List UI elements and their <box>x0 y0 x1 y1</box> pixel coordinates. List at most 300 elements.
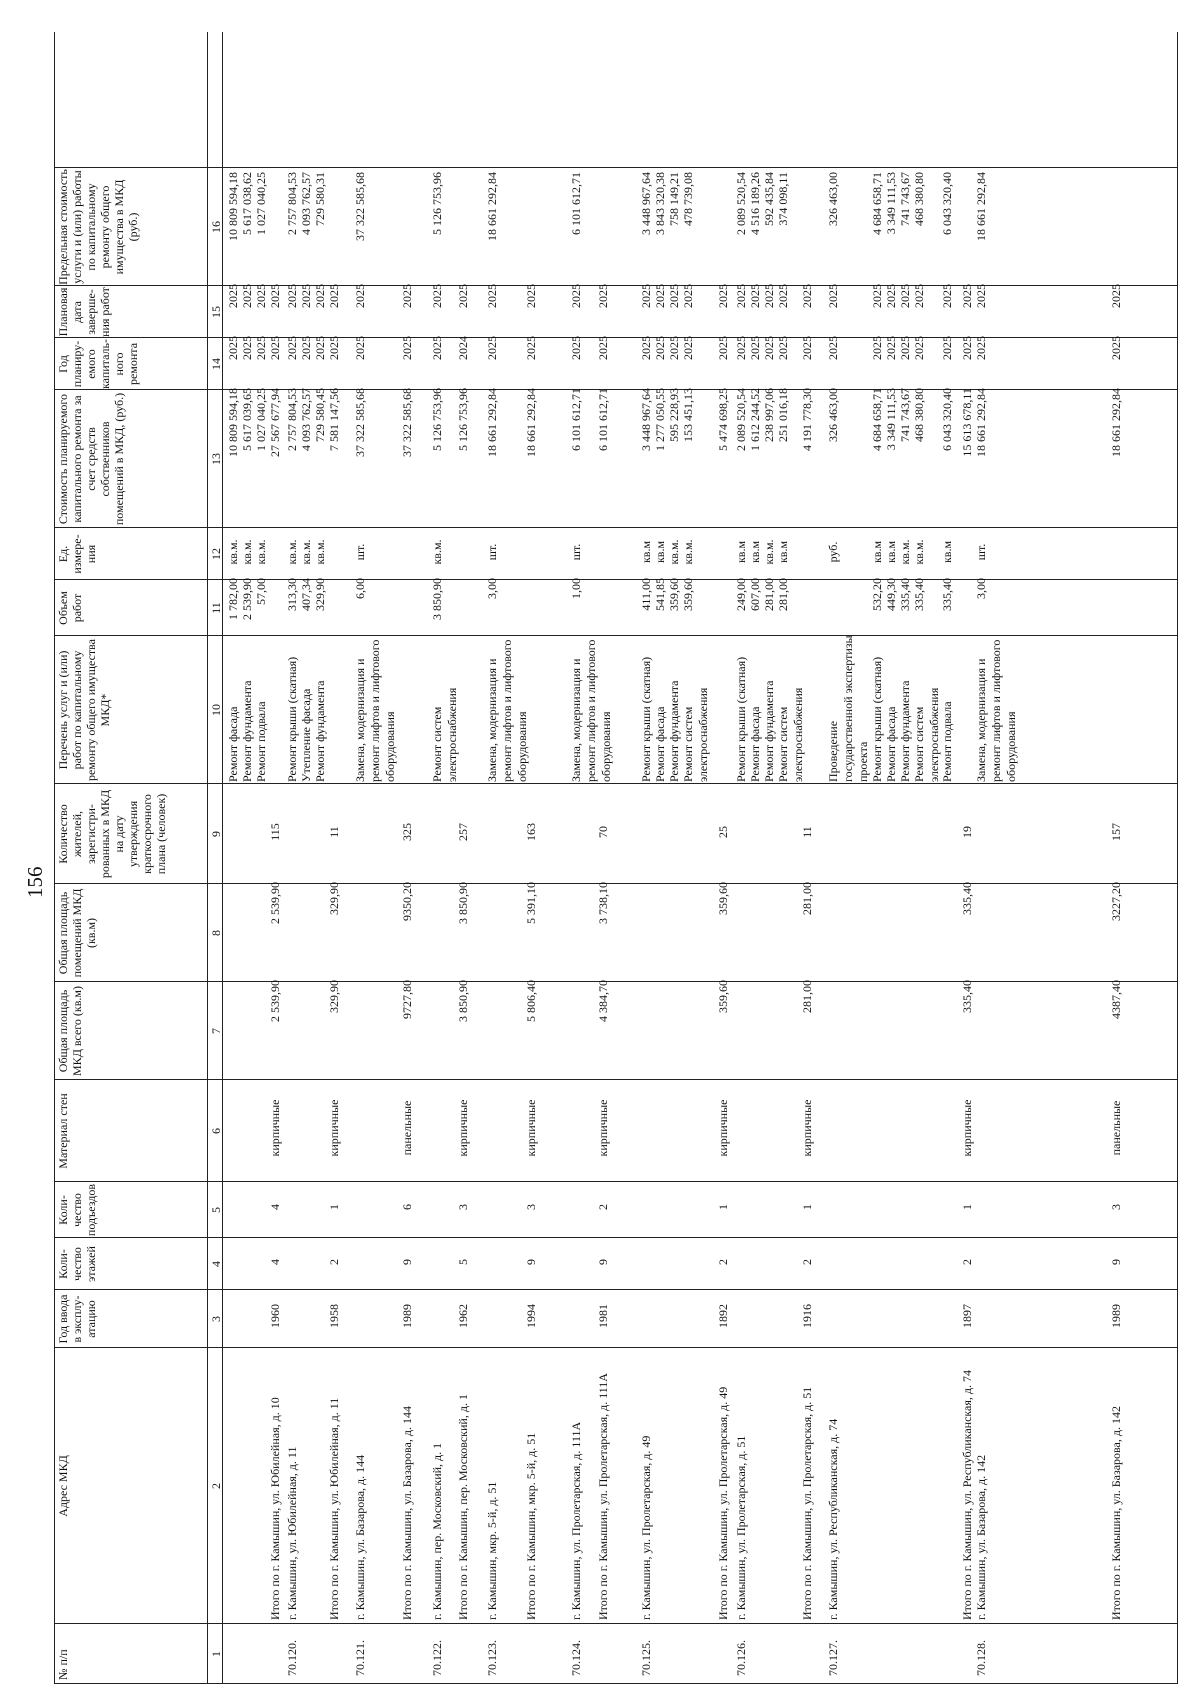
column-header: Стоимость планируемого капитального ремонта за счет средств собственников помещений в МКД, (руб.) <box>56 392 126 526</box>
cell-col-12: кв.м. <box>226 539 240 565</box>
column-header: Коли-чество подъездов <box>56 1183 98 1237</box>
cell-col-12: кв.м. <box>898 539 912 565</box>
cell-col-14: 2025 <box>800 336 814 360</box>
cell-col-15: 2025 <box>327 284 341 308</box>
cell-col-7: 4 384,70 <box>596 980 610 1022</box>
cell-col-13: 27 567 677,94 <box>268 388 282 457</box>
cell-col-11: 359,60 <box>681 578 695 611</box>
cell-col-14: 2025 <box>430 336 444 360</box>
cell-col-4: 2 <box>327 1259 341 1265</box>
cell-col-3: 1916 <box>800 1304 814 1328</box>
cell-col-10: Ремонт подвала <box>940 701 954 782</box>
cell-col-6: кирпичные <box>800 1099 814 1157</box>
cell-col-10: Ремонт фасада <box>884 706 898 782</box>
cell-col-15: 2025 <box>639 284 653 308</box>
cell-col-13: 6 043 320,40 <box>940 388 954 451</box>
cell-col-15: 2025 <box>734 284 748 308</box>
cell-col-16: 326 463,00 <box>826 172 840 226</box>
cell-col-14: 2025 <box>826 336 840 360</box>
cell-col-3: 1962 <box>456 1304 470 1328</box>
cell-col-12: кв.м. <box>430 539 444 565</box>
cell-col-14: 2025 <box>912 336 926 360</box>
cell-col-12: кв.м <box>940 540 954 564</box>
cell-col-9: 19 <box>960 826 974 838</box>
cell-col-10: Ремонт подвала <box>254 701 268 782</box>
cell-col-14: 2024 <box>456 336 470 360</box>
cell-col-7: 359,60 <box>716 980 730 1013</box>
cell-col-15: 2025 <box>762 284 776 308</box>
cell-col-11: 1 782,00 <box>226 578 240 620</box>
column-number: 6 <box>209 1128 223 1134</box>
column-header: Год ввода в эксплу-атацию <box>56 1294 98 1344</box>
cell-col-10: Ремонт систем электроснабжения <box>776 687 805 782</box>
cell-col-12: кв.м. <box>285 539 299 565</box>
cell-col-15: 2025 <box>299 284 313 308</box>
cell-col-15: 2025 <box>653 284 667 308</box>
cell-col-4: 9 <box>1109 1259 1123 1265</box>
cell-col-13: 10 809 594,18 <box>226 388 240 457</box>
cell-col-16: 468 380,80 <box>912 172 926 226</box>
cell-col-16: 37 322 585,68 <box>353 172 367 241</box>
cell-col-6: кирпичные <box>596 1099 610 1157</box>
column-header: Общая площадь МКД всего (кв.м) <box>56 986 84 1076</box>
cell-col-14: 2025 <box>1109 336 1123 360</box>
cell-col-11: 335,40 <box>898 578 912 611</box>
grid-line-horizontal <box>1177 32 1178 1684</box>
cell-col-6: кирпичные <box>268 1099 282 1157</box>
cell-col-13: 18 661 292,84 <box>524 388 538 457</box>
cell-col-2: Итого по г. Камышин, ул. Пролетарская, д. 51 <box>800 1386 814 1620</box>
cell-col-11: 313,30 <box>285 578 299 611</box>
cell-col-3: 1981 <box>596 1304 610 1328</box>
cell-col-16: 2 089 520,54 <box>734 172 748 235</box>
cell-col-5: 3 <box>1109 1204 1123 1210</box>
cell-col-14: 2025 <box>240 336 254 360</box>
cell-col-15: 2025 <box>240 284 254 308</box>
cell-col-15: 2025 <box>716 284 730 308</box>
cell-col-3: 1960 <box>268 1304 282 1328</box>
cell-col-5: 4 <box>268 1204 282 1210</box>
cell-col-16: 10 809 594,18 <box>226 172 240 241</box>
cell-col-15: 2025 <box>940 284 954 308</box>
cell-col-10: Ремонт систем электроснабжения <box>430 687 459 782</box>
cell-col-3: 1897 <box>960 1304 974 1328</box>
rotated-page <box>23 32 1177 1684</box>
cell-col-1: 70.120. <box>285 1640 299 1676</box>
cell-col-2: г. Камышин, ул. Пролетарская, д. 49 <box>639 1435 653 1620</box>
cell-col-9: 257 <box>456 823 470 841</box>
cell-col-13: 18 661 292,84 <box>974 388 988 457</box>
cell-col-4: 9 <box>400 1259 414 1265</box>
cell-col-10: Замена, модернизация и ремонт лифтов и лифтового оборудования <box>353 639 397 782</box>
cell-col-10: Замена, модернизация и ремонт лифтов и лифтового оборудования <box>974 639 1018 782</box>
cell-col-13: 6 101 612,71 <box>596 388 610 451</box>
cell-col-15: 2025 <box>353 284 367 308</box>
column-number: 2 <box>209 1483 223 1489</box>
cell-col-7: 2 539,90 <box>268 980 282 1022</box>
cell-col-13: 15 613 678,11 <box>960 388 974 457</box>
cell-col-8: 3 850,90 <box>456 882 470 924</box>
cell-col-16: 3 843 320,38 <box>653 172 667 235</box>
cell-col-13: 468 380,80 <box>912 388 926 442</box>
column-number: 1 <box>209 1651 223 1657</box>
cell-col-6: кирпичные <box>456 1099 470 1157</box>
cell-col-2: Итого по г. Камышин, ул. Базарова, д. 142 <box>1109 1406 1123 1620</box>
cell-col-13: 5 617 039,65 <box>240 388 254 451</box>
cell-col-16: 4 516 189,26 <box>748 172 762 235</box>
cell-col-2: г. Камышин, пер. Московский, д. 1 <box>430 1442 444 1620</box>
cell-col-14: 2025 <box>870 336 884 360</box>
column-header: Год планиру-емого капиталь-ного ремонта <box>56 339 140 389</box>
cell-col-15: 2025 <box>776 284 790 308</box>
cell-col-2: Итого по г. Камышин, ул. Республиканская, д. 74 <box>960 1369 974 1620</box>
cell-col-12: кв.м <box>776 540 790 564</box>
column-number: 15 <box>209 306 223 318</box>
cell-col-15: 2025 <box>226 284 240 308</box>
cell-col-16: 2 757 804,53 <box>285 172 299 235</box>
cell-col-12: кв.м. <box>313 539 327 565</box>
cell-col-2: Итого по г. Камышин, ул. Юбилейная, д. 10 <box>268 1397 282 1620</box>
cell-col-5: 3 <box>524 1204 538 1210</box>
cell-col-13: 2 089 520,54 <box>734 388 748 451</box>
cell-col-3: 1892 <box>716 1304 730 1328</box>
cell-col-15: 2025 <box>596 284 610 308</box>
column-number: 11 <box>209 602 223 614</box>
cell-col-10: Замена, модернизация и ремонт лифтов и лифтового оборудования <box>569 639 613 782</box>
cell-col-14: 2025 <box>884 336 898 360</box>
column-number: 4 <box>209 1261 223 1267</box>
cell-col-12: шт. <box>353 543 367 561</box>
cell-col-16: 5 126 753,96 <box>430 172 444 235</box>
cell-col-15: 2025 <box>826 284 840 308</box>
cell-col-5: 1 <box>800 1204 814 1210</box>
cell-col-12: кв.м. <box>762 539 776 565</box>
cell-col-1: 70.126. <box>734 1640 748 1676</box>
cell-col-14: 2025 <box>285 336 299 360</box>
cell-col-16: 18 661 292,84 <box>485 172 499 241</box>
cell-col-16: 6 101 612,71 <box>569 172 583 235</box>
cell-col-4: 9 <box>596 1259 610 1265</box>
cell-col-14: 2025 <box>639 336 653 360</box>
cell-col-10: Проведение государственной экспертизы проекта <box>826 635 870 782</box>
cell-col-9: 25 <box>716 826 730 838</box>
cell-col-13: 37 322 585,68 <box>353 388 367 457</box>
cell-col-10: Ремонт фасада <box>226 706 240 782</box>
cell-col-2: г. Камышин, мкр. 5-й, д. 51 <box>485 1481 499 1620</box>
cell-col-16: 592 435,84 <box>762 172 776 226</box>
cell-col-8: 329,90 <box>327 882 341 915</box>
cell-col-15: 2025 <box>884 284 898 308</box>
cell-col-9: 11 <box>800 826 814 838</box>
cell-col-14: 2025 <box>226 336 240 360</box>
cell-col-14: 2025 <box>299 336 313 360</box>
cell-col-14: 2025 <box>327 336 341 360</box>
cell-col-13: 251 016,18 <box>776 388 790 442</box>
column-header: Количество жителей, зарегистри-рованных в МКД на дату утверждения краткосрочного плана (человек) <box>56 789 168 879</box>
cell-col-11: 359,60 <box>667 578 681 611</box>
cell-col-2: Итого по г. Камышин, ул. Пролетарская, д. 111А <box>596 1373 610 1620</box>
cell-col-10: Ремонт систем электроснабжения <box>912 687 941 782</box>
cell-col-14: 2025 <box>400 336 414 360</box>
cell-col-13: 1 277 050,55 <box>653 388 667 451</box>
cell-col-15: 2025 <box>254 284 268 308</box>
cell-col-10: Ремонт фундамента <box>667 680 681 782</box>
grid-line-horizontal <box>54 32 55 1684</box>
cell-col-12: кв.м <box>734 540 748 564</box>
cell-col-12: кв.м <box>870 540 884 564</box>
cell-col-14: 2025 <box>974 336 988 360</box>
cell-col-11: 249,00 <box>734 578 748 611</box>
cell-col-16: 729 580,31 <box>313 172 327 226</box>
cell-col-14: 2025 <box>667 336 681 360</box>
cell-col-2: г. Камышин, ул. Пролетарская, д. 111А <box>569 1421 583 1620</box>
cell-col-2: г. Камышин, ул. Базарова, д. 142 <box>974 1454 988 1620</box>
cell-col-15: 2025 <box>569 284 583 308</box>
cell-col-5: 2 <box>596 1204 610 1210</box>
cell-col-11: 2 539,90 <box>240 578 254 620</box>
page-number: 156 <box>23 866 47 898</box>
cell-col-4: 9 <box>524 1259 538 1265</box>
cell-col-14: 2025 <box>313 336 327 360</box>
cell-col-7: 281,00 <box>800 980 814 1013</box>
cell-col-7: 329,90 <box>327 980 341 1013</box>
cell-col-16: 741 743,67 <box>898 172 912 226</box>
cell-col-15: 2025 <box>313 284 327 308</box>
cell-col-14: 2025 <box>776 336 790 360</box>
column-number: 7 <box>209 1028 223 1034</box>
cell-col-9: 163 <box>524 823 538 841</box>
cell-col-14: 2025 <box>762 336 776 360</box>
cell-col-16: 3 349 111,53 <box>884 172 898 235</box>
cell-col-15: 2025 <box>960 284 974 308</box>
cell-col-12: шт. <box>974 543 988 561</box>
cell-col-10: Утепление фасада <box>299 688 313 782</box>
cell-col-15: 2025 <box>667 284 681 308</box>
cell-col-5: 1 <box>327 1204 341 1210</box>
cell-col-1: 70.121. <box>353 1640 367 1676</box>
cell-col-4: 2 <box>716 1259 730 1265</box>
cell-col-11: 449,30 <box>884 578 898 611</box>
cell-col-13: 5 126 753,96 <box>456 388 470 451</box>
cell-col-2: Итого по г. Камышин, пер. Московский, д. 1 <box>456 1394 470 1620</box>
cell-col-14: 2025 <box>681 336 695 360</box>
cell-col-12: кв.м <box>884 540 898 564</box>
cell-col-4: 2 <box>960 1259 974 1265</box>
cell-col-13: 5 474 698,25 <box>716 388 730 451</box>
cell-col-15: 2025 <box>485 284 499 308</box>
cell-col-12: кв.м <box>748 540 762 564</box>
column-header: Общая площадь помещений МКД (кв.м) <box>56 888 98 978</box>
cell-col-1: 70.123. <box>485 1640 499 1676</box>
cell-col-1: 70.122. <box>430 1640 444 1676</box>
column-header: Материал стен <box>56 1093 70 1169</box>
cell-col-9: 115 <box>268 823 282 841</box>
column-number: 12 <box>209 548 223 560</box>
cell-col-2: г. Камышин, ул. Пролетарская, д. 51 <box>734 1435 748 1620</box>
cell-col-14: 2025 <box>940 336 954 360</box>
cell-col-16: 3 448 967,64 <box>639 172 653 235</box>
cell-col-14: 2025 <box>898 336 912 360</box>
cell-col-1: 70.125. <box>639 1640 653 1676</box>
cell-col-2: г. Камышин, ул. Республиканская, д. 74 <box>826 1418 840 1620</box>
cell-col-11: 407,34 <box>299 578 313 611</box>
cell-col-14: 2025 <box>254 336 268 360</box>
cell-col-15: 2025 <box>285 284 299 308</box>
cell-col-9: 325 <box>400 823 414 841</box>
cell-col-10: Ремонт фасада <box>748 706 762 782</box>
cell-col-12: кв.м. <box>667 539 681 565</box>
cell-col-11: 329,90 <box>313 578 327 611</box>
cell-col-12: кв.м <box>653 540 667 564</box>
cell-col-11: 6,00 <box>353 578 367 599</box>
cell-col-13: 2 757 804,53 <box>285 388 299 451</box>
cell-col-12: кв.м. <box>681 539 695 565</box>
cell-col-1: 70.128. <box>974 1640 988 1676</box>
cell-col-9: 11 <box>327 826 341 838</box>
cell-col-16: 758 149,21 <box>667 172 681 226</box>
cell-col-11: 3,00 <box>974 578 988 599</box>
cell-col-14: 2025 <box>353 336 367 360</box>
cell-col-14: 2025 <box>569 336 583 360</box>
cell-col-12: руб. <box>826 541 840 563</box>
cell-col-5: 1 <box>960 1204 974 1210</box>
cell-col-8: 335,40 <box>960 882 974 915</box>
cell-col-13: 326 463,00 <box>826 388 840 442</box>
cell-col-10: Ремонт крыши (скатная) <box>639 656 653 782</box>
column-header: Объем работ <box>56 591 84 625</box>
cell-col-10: Ремонт крыши (скатная) <box>870 656 884 782</box>
cell-col-12: кв.м. <box>254 539 268 565</box>
cell-col-13: 741 743,67 <box>898 388 912 442</box>
cell-col-2: Итого по г. Камышин, ул. Пролетарская, д. 49 <box>716 1386 730 1620</box>
column-number: 16 <box>209 221 223 233</box>
cell-col-12: кв.м. <box>240 539 254 565</box>
cell-col-15: 2025 <box>870 284 884 308</box>
cell-col-13: 3 349 111,53 <box>884 388 898 451</box>
column-number: 14 <box>209 358 223 370</box>
column-number: 13 <box>209 453 223 465</box>
column-header: Ед. измере-ния <box>56 534 98 574</box>
column-number: 5 <box>209 1207 223 1213</box>
cell-col-14: 2025 <box>716 336 730 360</box>
column-header: Плановая дата заверше-ния работ <box>56 287 112 337</box>
column-number: 8 <box>209 930 223 936</box>
cell-col-6: кирпичные <box>960 1099 974 1157</box>
cell-col-16: 4 093 762,57 <box>299 172 313 235</box>
cell-col-13: 729 580,45 <box>313 388 327 442</box>
cell-col-15: 2025 <box>681 284 695 308</box>
cell-col-16: 4 684 658,71 <box>870 172 884 235</box>
cell-col-15: 2025 <box>898 284 912 308</box>
cell-col-13: 18 661 292,84 <box>1109 388 1123 457</box>
cell-col-14: 2025 <box>524 336 538 360</box>
cell-col-10: Ремонт фасада <box>653 706 667 782</box>
cell-col-16: 5 617 038,62 <box>240 172 254 235</box>
cell-col-4: 4 <box>268 1259 282 1265</box>
cell-col-15: 2025 <box>800 284 814 308</box>
cell-col-14: 2025 <box>268 336 282 360</box>
cell-col-2: Итого по г. Камышин, ул. Базарова, д. 144 <box>400 1406 414 1620</box>
cell-col-16: 1 027 040,25 <box>254 172 268 235</box>
cell-col-10: Ремонт фундамента <box>762 680 776 782</box>
cell-col-11: 3,00 <box>485 578 499 599</box>
cell-col-13: 1 027 040,25 <box>254 388 268 451</box>
cell-col-11: 281,00 <box>776 578 790 611</box>
cell-col-2: г. Камышин, ул. Юбилейная, д. 11 <box>285 1446 299 1620</box>
cell-col-13: 3 448 967,64 <box>639 388 653 451</box>
cell-col-7: 3 850,90 <box>456 980 470 1022</box>
cell-col-8: 359,60 <box>716 882 730 915</box>
column-header: Адрес МКД <box>56 1455 70 1517</box>
cell-col-15: 2025 <box>268 284 282 308</box>
cell-col-15: 2025 <box>456 284 470 308</box>
repair-plan-table <box>54 32 1177 1684</box>
cell-col-15: 2025 <box>430 284 444 308</box>
cell-col-1: 70.127. <box>826 1640 840 1676</box>
cell-col-9: 70 <box>596 826 610 838</box>
cell-col-11: 335,40 <box>912 578 926 611</box>
cell-col-11: 1,00 <box>569 578 583 599</box>
cell-col-13: 1 612 244,52 <box>748 388 762 451</box>
cell-col-14: 2025 <box>596 336 610 360</box>
column-header: Перечень услуг и (или) работ по капитальному ремонту общего имущества МКД* <box>56 639 112 782</box>
cell-col-11: 411,00 <box>639 578 653 611</box>
cell-col-11: 335,40 <box>940 578 954 611</box>
cell-col-8: 3 738,10 <box>596 882 610 924</box>
cell-col-13: 4 684 658,71 <box>870 388 884 451</box>
cell-col-13: 238 997,06 <box>762 388 776 442</box>
cell-col-2: Итого по г. Камышин, ул. Юбилейная, д. 11 <box>327 1397 341 1620</box>
cell-col-12: кв.м. <box>912 539 926 565</box>
cell-col-8: 5 391,10 <box>524 882 538 924</box>
cell-col-15: 2025 <box>912 284 926 308</box>
cell-col-12: кв.м <box>639 540 653 564</box>
cell-col-14: 2025 <box>960 336 974 360</box>
cell-col-4: 2 <box>800 1259 814 1265</box>
cell-col-13: 153 451,13 <box>681 388 695 442</box>
cell-col-14: 2025 <box>748 336 762 360</box>
cell-col-8: 281,00 <box>800 882 814 915</box>
cell-col-13: 5 126 753,96 <box>430 388 444 451</box>
cell-col-5: 3 <box>456 1204 470 1210</box>
cell-col-7: 335,40 <box>960 980 974 1013</box>
cell-col-14: 2025 <box>653 336 667 360</box>
cell-col-12: шт. <box>569 543 583 561</box>
cell-col-13: 18 661 292,84 <box>485 388 499 457</box>
cell-col-13: 595 228,93 <box>667 388 681 442</box>
cell-col-10: Ремонт фундамента <box>898 680 912 782</box>
cell-col-8: 3227,20 <box>1109 882 1123 921</box>
column-number: 3 <box>209 1316 223 1322</box>
cell-col-4: 5 <box>456 1259 470 1265</box>
cell-col-3: 1958 <box>327 1304 341 1328</box>
cell-col-5: 6 <box>400 1204 414 1210</box>
cell-col-14: 2025 <box>734 336 748 360</box>
cell-col-11: 57,00 <box>254 578 268 605</box>
cell-col-7: 9727,80 <box>400 980 414 1019</box>
cell-col-15: 2025 <box>748 284 762 308</box>
cell-col-12: шт. <box>485 543 499 561</box>
cell-col-2: г. Камышин, ул. Базарова, д. 144 <box>353 1454 367 1620</box>
cell-col-15: 2025 <box>974 284 988 308</box>
cell-col-2: Итого по г. Камышин, мкр. 5-й, д. 51 <box>524 1432 538 1620</box>
cell-col-10: Ремонт систем электроснабжения <box>681 687 710 782</box>
cell-col-9: 157 <box>1109 823 1123 841</box>
cell-col-10: Ремонт фундамента <box>240 680 254 782</box>
column-header: № п/п <box>56 1649 70 1680</box>
cell-col-13: 4 093 762,57 <box>299 388 313 451</box>
cell-col-10: Ремонт фундамента <box>313 680 327 782</box>
